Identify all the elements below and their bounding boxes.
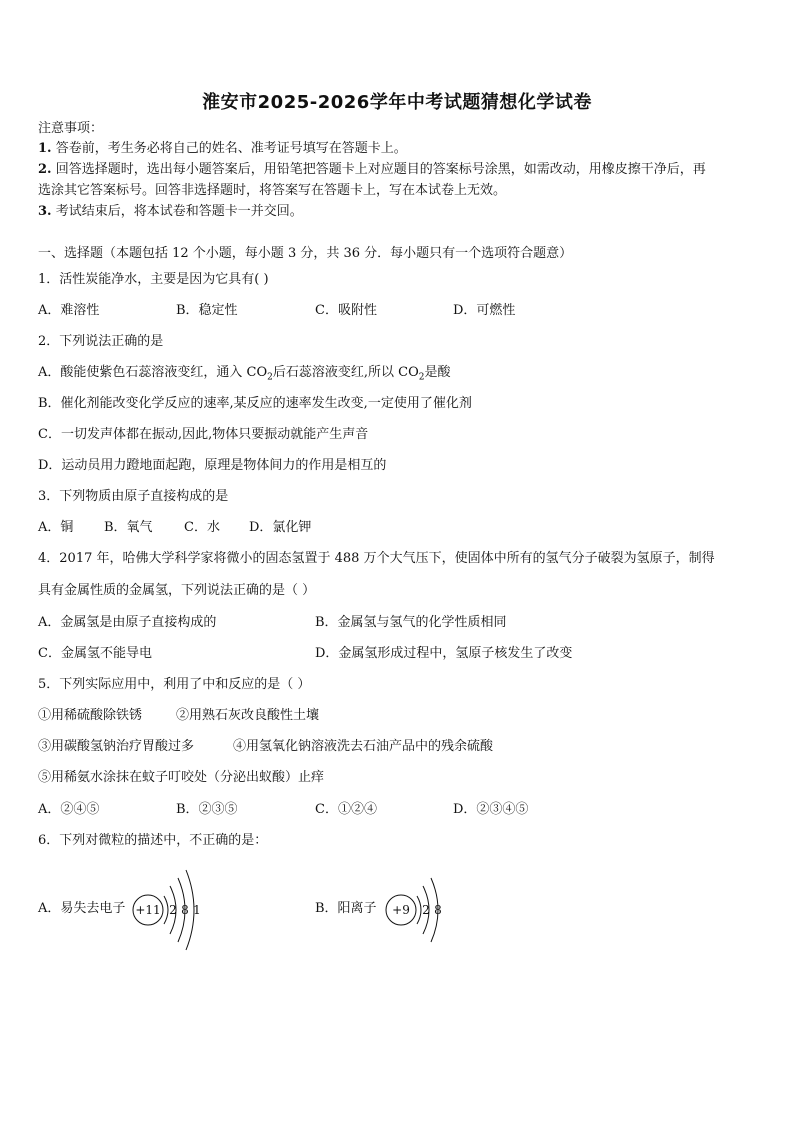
q5-statement-4: ④用氢氧化钠溶液洗去石油产品中的残余硫酸 bbox=[233, 739, 494, 754]
question-6-stem: 6．下列对微粒的描述中，不正确的是： bbox=[38, 833, 268, 848]
notice-item-text: 答卷前，考生务必将自己的姓名、准考证号填写在答题卡上。 bbox=[55, 141, 407, 156]
notice-item-number: 3. bbox=[38, 204, 52, 219]
fluoride-ion-diagram bbox=[383, 866, 453, 954]
q3-option-b: B．氧气 bbox=[104, 520, 153, 535]
shell-electrons: 1 bbox=[193, 903, 201, 917]
shell-electrons: 8 bbox=[434, 903, 442, 917]
question-3-stem: 3．下列物质由原子直接构成的是 bbox=[38, 489, 229, 504]
q1-option-b: B．稳定性 bbox=[176, 303, 238, 318]
q1-option-d: D．可燃性 bbox=[453, 303, 516, 318]
q4-option-b: B．金属氢与氢气的化学性质相同 bbox=[315, 615, 507, 630]
q5-statement-2: ②用熟石灰改良酸性土壤 bbox=[176, 708, 320, 723]
q5-statement-5: ⑤用稀氨水涂抹在蚊子叮咬处（分泌出蚁酸）止痒 bbox=[38, 770, 325, 785]
notice-item-text: 考试结束后，将本试卷和答题卡一并交回。 bbox=[55, 204, 303, 219]
question-1-stem: 1．活性炭能净水，主要是因为它具有( ) bbox=[38, 272, 269, 287]
shell-electrons: 2 bbox=[169, 903, 177, 917]
q5-statement-1: ①用稀硫酸除铁锈 bbox=[38, 708, 143, 723]
q5-statement-3: ③用碳酸氢钠治疗胃酸过多 bbox=[38, 739, 195, 754]
question-4-stem-continued: 具有金属性质的金属氢，下列说法正确的是（ ） bbox=[38, 583, 316, 598]
sodium-atom-diagram bbox=[130, 866, 210, 954]
page-title: 淮安市2025-2026学年中考试题猜想化学试卷 bbox=[202, 92, 592, 113]
q5-option-b: B．②③⑤ bbox=[176, 802, 238, 817]
notice-item bbox=[38, 161, 706, 179]
q3-option-c: C．水 bbox=[184, 520, 220, 535]
q1-option-c: C．吸附性 bbox=[315, 303, 377, 318]
notice-heading: 注意事项： bbox=[38, 121, 104, 136]
notice-item bbox=[38, 203, 303, 221]
q3-option-a: A．铜 bbox=[38, 520, 74, 535]
subscript: 2 bbox=[418, 372, 425, 383]
question-2-stem: 2．下列说法正确的是 bbox=[38, 334, 164, 349]
nucleus-charge: +11 bbox=[135, 903, 161, 917]
q2-option-d: D．运动员用力蹬地面起跑，原理是物体间力的作用是相互的 bbox=[38, 458, 387, 473]
notice-item bbox=[38, 140, 407, 158]
q6-option-a-label: A．易失去电子 bbox=[38, 901, 126, 916]
q6-option-b-label: B．阳离子 bbox=[315, 901, 377, 916]
notice-item-number: 1. bbox=[38, 141, 52, 156]
q4-option-a: A．金属氢是由原子直接构成的 bbox=[38, 615, 217, 630]
q2-option-a-text: 是酸 bbox=[424, 365, 451, 380]
nucleus-charge: +9 bbox=[392, 903, 410, 917]
shell-electrons: 8 bbox=[181, 903, 189, 917]
q3-option-d: D．氯化钾 bbox=[249, 520, 312, 535]
q5-option-a: A．②④⑤ bbox=[38, 802, 100, 817]
q2-option-a bbox=[38, 364, 451, 387]
notice-item-text: 回答选择题时，选出每小题答案后，用铅笔把答题卡上对应题目的答案标号涂黑，如需改动，用橡皮擦干净后，再 bbox=[55, 162, 706, 177]
q4-option-c: C．金属氢不能导电 bbox=[38, 646, 152, 661]
question-5-stem: 5．下列实际应用中，利用了中和反应的是（ ） bbox=[38, 677, 311, 692]
section-heading: 一、选择题（本题包括 12 个小题，每小题 3 分，共 36 分．每小题只有一个选项符合题意） bbox=[38, 246, 573, 261]
question-4-stem: 4．2017 年，哈佛大学科学家将微小的固态氢置于 488 万个大气压下，使固体中所有的氢气分子破裂为氢原子，制得 bbox=[38, 551, 715, 566]
notice-item-text: 选涂其它答案标号。回答非选择题时，将答案写在答题卡上，写在本试卷上无效。 bbox=[38, 183, 507, 198]
q2-option-b: B．催化剂能改变化学反应的速率,某反应的速率发生改变,一定使用了催化剂 bbox=[38, 396, 472, 411]
shell-electrons: 2 bbox=[422, 903, 430, 917]
q4-option-d: D．金属氢形成过程中，氢原子核发生了改变 bbox=[315, 646, 573, 661]
atom-structure-icon bbox=[383, 866, 453, 954]
q5-option-c: C．①②④ bbox=[315, 802, 377, 817]
notice-item-number: 2. bbox=[38, 162, 52, 177]
atom-structure-icon bbox=[130, 866, 210, 954]
q5-option-d: D．②③④⑤ bbox=[453, 802, 529, 817]
q2-option-a-text: 后石蕊溶液变红,所以 CO bbox=[272, 365, 419, 380]
q1-option-a: A．难溶性 bbox=[38, 303, 100, 318]
q2-option-c: C．一切发声体都在振动,因此,物体只要振动就能产生声音 bbox=[38, 427, 369, 442]
subscript: 2 bbox=[267, 372, 273, 383]
notice-item-continuation bbox=[38, 182, 506, 200]
q2-option-a-text: A．酸能使紫色石蕊溶液变红，通入 CO bbox=[38, 365, 268, 380]
